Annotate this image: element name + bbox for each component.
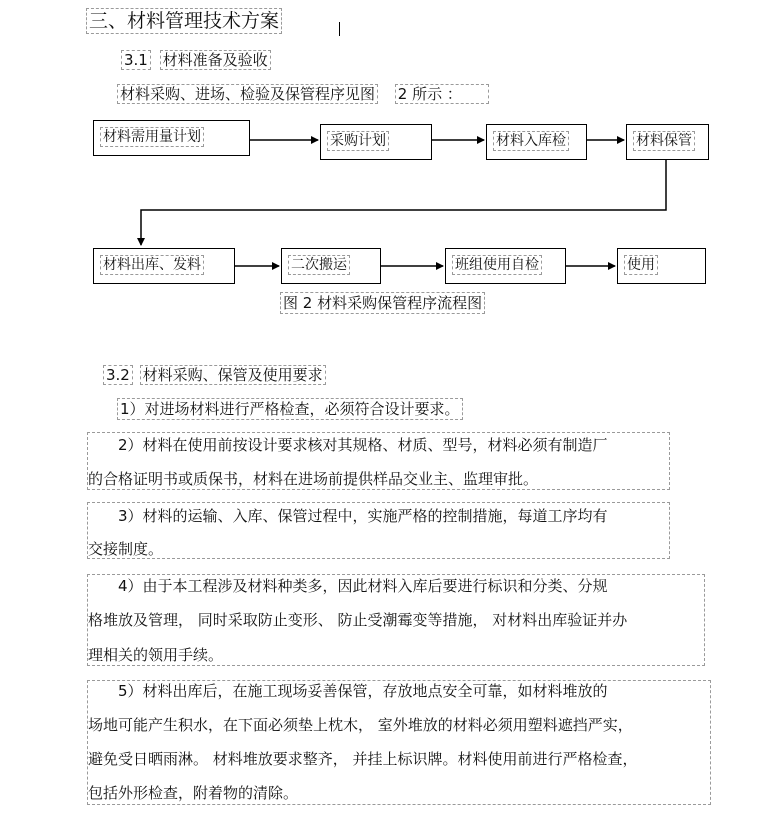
- subsection-3-1-number: 3.1: [121, 50, 151, 70]
- flow-step-3: [486, 124, 587, 160]
- flow-step-6-label: 二次搬运: [288, 255, 350, 275]
- flow-step-8: [617, 248, 706, 284]
- requirement-5: [87, 680, 711, 805]
- flow-step-4: [626, 124, 709, 160]
- flow-step-7-label: 班组使用自检: [452, 255, 542, 275]
- requirement-4-line-1: 4）由于本工程涉及材料种类多，因此材料入库后要进行标识和分类、分规: [118, 577, 608, 595]
- requirement-2: [87, 432, 670, 490]
- flow-step-6: [281, 248, 381, 284]
- requirement-3: [87, 502, 670, 559]
- subsection-3-1-title: 材料准备及验收: [160, 50, 271, 70]
- subsection-3-2-heading: [103, 365, 326, 385]
- flow-intro-text: 材料采购、进场、检验及保管程序见图: [117, 84, 378, 104]
- requirement-5-line-4: 包括外形检查，附着物的清除。: [88, 784, 299, 802]
- flowchart-caption: 图 2 材料采购保管程序流程图: [280, 292, 485, 314]
- flow-step-5: [93, 248, 235, 284]
- flow-step-4-label: 材料保管: [633, 131, 695, 151]
- subsection-3-2-title: 材料采购、保管及使用要求: [140, 365, 326, 385]
- flow-step-3-label: 材料入库检: [493, 131, 569, 151]
- requirement-3-line-1: 3）材料的运输、入库、保管过程中，实施严格的控制措施，每道工序均有: [118, 507, 608, 525]
- flow-step-2-label: 采购计划: [327, 131, 389, 151]
- requirement-4: [87, 574, 705, 666]
- requirement-1: 1）对进场材料进行严格检查，必须符合设计要求。: [117, 398, 463, 420]
- flow-step-5-label: 材料出库、发料: [100, 255, 204, 275]
- requirement-4-line-3: 理相关的领用手续。: [88, 646, 224, 664]
- flow-step-2: [320, 124, 432, 160]
- flow-figure-reference: 2 所示 ：: [395, 84, 489, 104]
- requirement-5-line-3: 避免受日晒雨淋。 材料堆放要求整齐， 并挂上标识牌。材料使用前进行严格检查，: [88, 750, 638, 768]
- requirement-5-line-1: 5）材料出库后，在施工现场妥善保管，存放地点安全可靠，如材料堆放的: [118, 682, 608, 700]
- requirement-3-line-2: 交接制度。: [88, 540, 164, 558]
- requirement-4-line-2: 格堆放及管理， 同时采取防止变形、 防止受潮霉变等措施， 对材料出库验证并办: [88, 611, 628, 629]
- requirement-5-line-2: 场地可能产生积水，在下面必须垫上枕木， 室外堆放的材料必须用塑料遮挡严实，: [88, 716, 633, 734]
- flow-step-1-label: 材料需用量计划: [100, 127, 204, 147]
- section-title: 三、材料管理技术方案: [86, 8, 282, 34]
- arrow-4-5: [141, 160, 666, 245]
- flow-step-7: [445, 248, 566, 284]
- flow-step-1: [93, 120, 250, 156]
- requirement-2-line-2: 的合格证明书或质保书，材料在进场前提供样品交业主、监理审批。: [88, 470, 539, 488]
- flow-step-8-label: 使用: [624, 255, 658, 275]
- subsection-3-2-number: 3.2: [103, 365, 133, 385]
- requirement-2-line-1: 2）材料在使用前按设计要求核对其规格、材质、型号，材料必须有制造厂: [118, 436, 608, 454]
